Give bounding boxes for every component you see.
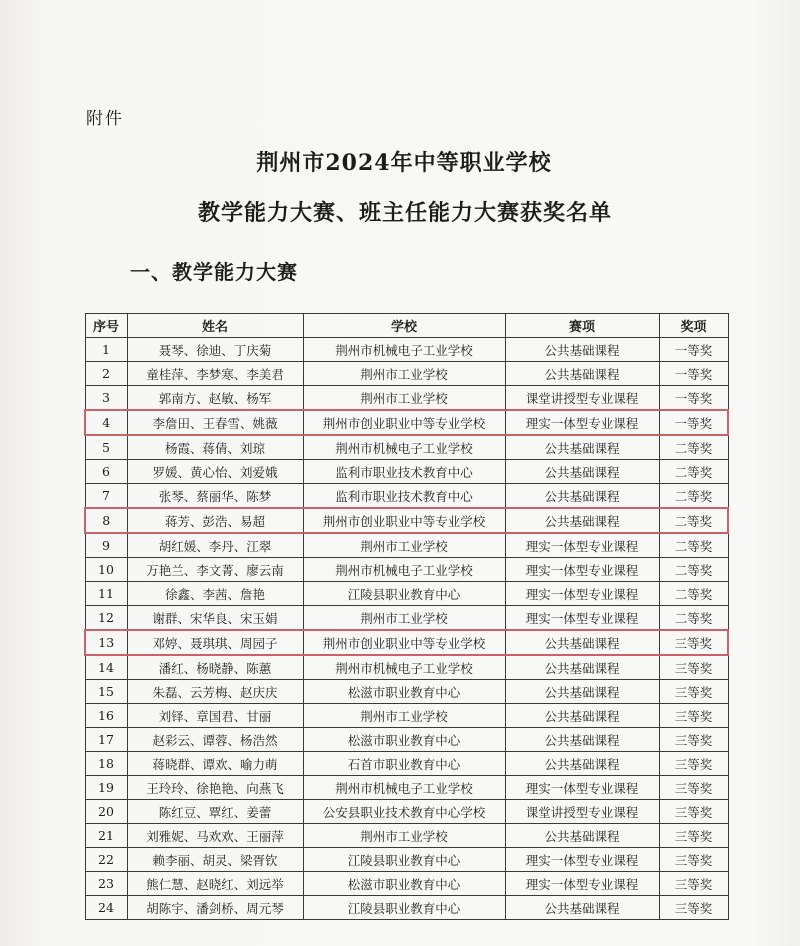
table-row — [85, 386, 728, 411]
row-names: 徐鑫、李茜、詹艳 — [127, 582, 303, 606]
table-row — [85, 508, 728, 533]
row-names: 邓婷、聂琪琪、周园子 — [127, 630, 303, 655]
row-award: 三等奖 — [659, 728, 728, 752]
table-row — [85, 728, 728, 752]
row-names: 熊仁慧、赵晓红、刘远举 — [127, 872, 303, 896]
table-row — [85, 606, 728, 631]
row-school: 监利市职业技术教育中心 — [303, 460, 505, 484]
row-event: 公共基础课程 — [505, 704, 659, 728]
row-event: 理实一体型专业课程 — [505, 606, 659, 631]
row-school: 荆州市机械电子工业学校 — [303, 338, 505, 362]
table-body — [85, 338, 728, 920]
row-names: 王玲玲、徐艳艳、向燕飞 — [127, 776, 303, 800]
row-school: 荆州市创业职业中等专业学校 — [303, 630, 505, 655]
row-no: 20 — [85, 800, 127, 824]
table-row — [85, 848, 728, 872]
row-school: 荆州市创业职业中等专业学校 — [303, 410, 505, 435]
header-names: 姓名 — [127, 314, 303, 338]
row-event: 公共基础课程 — [505, 824, 659, 848]
row-award: 三等奖 — [659, 848, 728, 872]
row-no: 4 — [85, 410, 127, 435]
row-names: 赖李丽、胡灵、梁胥钦 — [127, 848, 303, 872]
row-award: 三等奖 — [659, 752, 728, 776]
row-names: 万艳兰、李文菁、廖云南 — [127, 558, 303, 582]
row-names: 张琴、蔡丽华、陈梦 — [127, 484, 303, 509]
row-no: 14 — [85, 655, 127, 680]
row-no: 2 — [85, 362, 127, 386]
row-school: 荆州市工业学校 — [303, 386, 505, 411]
row-award: 二等奖 — [659, 606, 728, 631]
row-award: 二等奖 — [659, 484, 728, 509]
table-row — [85, 338, 728, 362]
row-no: 19 — [85, 776, 127, 800]
row-no: 10 — [85, 558, 127, 582]
row-event: 公共基础课程 — [505, 484, 659, 509]
row-names: 刘雅妮、马欢欢、王丽萍 — [127, 824, 303, 848]
table-row — [85, 680, 728, 704]
row-school: 荆州市工业学校 — [303, 533, 505, 558]
awards-table — [84, 313, 729, 920]
row-school: 江陵县职业教育中心 — [303, 848, 505, 872]
row-school: 公安县职业技术教育中心学校 — [303, 800, 505, 824]
row-school: 荆州市工业学校 — [303, 704, 505, 728]
table-row — [85, 800, 728, 824]
row-school: 江陵县职业教育中心 — [303, 896, 505, 920]
row-names: 刘铎、章国君、甘丽 — [127, 704, 303, 728]
row-award: 二等奖 — [659, 460, 728, 484]
row-event: 课堂讲授型专业课程 — [505, 386, 659, 411]
document-title-line2: 教学能力大赛、班主任能力大赛获奖名单 — [197, 200, 612, 226]
row-names: 胡红媛、李丹、江翠 — [127, 533, 303, 558]
row-names: 童桂萍、李梦寒、李美君 — [127, 362, 303, 386]
row-school: 江陵县职业教育中心 — [303, 582, 505, 606]
row-event: 理实一体型专业课程 — [505, 848, 659, 872]
row-names: 潘红、杨晓静、陈蕙 — [127, 655, 303, 680]
row-school: 荆州市工业学校 — [303, 606, 505, 631]
row-school: 荆州市机械电子工业学校 — [303, 655, 505, 680]
row-school: 松滋市职业教育中心 — [303, 728, 505, 752]
row-no: 8 — [85, 508, 127, 533]
row-no: 6 — [85, 460, 127, 484]
row-award: 一等奖 — [659, 362, 728, 386]
row-names: 蒋晓群、谭欢、喻力萌 — [127, 752, 303, 776]
row-no: 13 — [85, 630, 127, 655]
row-names: 李詹田、王春雪、姚薇 — [127, 410, 303, 435]
row-award: 二等奖 — [659, 435, 728, 460]
row-names: 蒋芳、彭浩、易超 — [127, 508, 303, 533]
row-event: 理实一体型专业课程 — [505, 533, 659, 558]
table-header-row — [85, 314, 728, 338]
header-award: 奖项 — [659, 314, 728, 338]
row-award: 三等奖 — [659, 824, 728, 848]
row-no: 1 — [85, 338, 127, 362]
row-award: 三等奖 — [659, 872, 728, 896]
row-names: 杨霞、蒋倩、刘琼 — [127, 435, 303, 460]
row-no: 9 — [85, 533, 127, 558]
row-school: 荆州市机械电子工业学校 — [303, 558, 505, 582]
row-award: 三等奖 — [659, 655, 728, 680]
row-event: 公共基础课程 — [505, 655, 659, 680]
table-row — [85, 752, 728, 776]
row-school: 石首市职业教育中心 — [303, 752, 505, 776]
row-event: 公共基础课程 — [505, 680, 659, 704]
row-award: 三等奖 — [659, 630, 728, 655]
row-award: 三等奖 — [659, 800, 728, 824]
row-school: 荆州市机械电子工业学校 — [303, 776, 505, 800]
table-row — [85, 704, 728, 728]
table-row — [85, 776, 728, 800]
row-award: 一等奖 — [659, 410, 728, 435]
row-no: 16 — [85, 704, 127, 728]
row-event: 公共基础课程 — [505, 338, 659, 362]
row-award: 一等奖 — [659, 338, 728, 362]
row-no: 11 — [85, 582, 127, 606]
row-school: 松滋市职业教育中心 — [303, 680, 505, 704]
row-no: 24 — [85, 896, 127, 920]
row-event: 理实一体型专业课程 — [505, 872, 659, 896]
row-no: 18 — [85, 752, 127, 776]
section-heading: 一、教学能力大赛 — [130, 260, 298, 284]
row-no: 7 — [85, 484, 127, 509]
row-names: 陈红豆、覃红、姜蕾 — [127, 800, 303, 824]
table-row — [85, 533, 728, 558]
row-award: 二等奖 — [659, 508, 728, 533]
row-names: 赵彩云、谭蓉、杨浩然 — [127, 728, 303, 752]
table-row — [85, 824, 728, 848]
row-award: 三等奖 — [659, 776, 728, 800]
row-event: 公共基础课程 — [505, 460, 659, 484]
row-no: 21 — [85, 824, 127, 848]
row-no: 12 — [85, 606, 127, 631]
header-event: 赛项 — [505, 314, 659, 338]
row-school: 荆州市工业学校 — [303, 362, 505, 386]
row-school: 荆州市工业学校 — [303, 824, 505, 848]
row-award: 三等奖 — [659, 896, 728, 920]
table-row — [85, 558, 728, 582]
row-award: 三等奖 — [659, 680, 728, 704]
row-names: 郭南方、赵敏、杨军 — [127, 386, 303, 411]
row-event: 公共基础课程 — [505, 630, 659, 655]
header-no: 序号 — [85, 314, 127, 338]
document-title-line1: 荆州市2024年中等职业学校 — [256, 150, 552, 176]
row-event: 理实一体型专业课程 — [505, 558, 659, 582]
row-school: 松滋市职业教育中心 — [303, 872, 505, 896]
table-row — [85, 460, 728, 484]
row-no: 17 — [85, 728, 127, 752]
row-award: 一等奖 — [659, 386, 728, 411]
row-award: 二等奖 — [659, 582, 728, 606]
row-no: 23 — [85, 872, 127, 896]
row-event: 理实一体型专业课程 — [505, 776, 659, 800]
table-row — [85, 484, 728, 509]
row-no: 3 — [85, 386, 127, 411]
table-row — [85, 655, 728, 680]
row-names: 罗媛、黄心怡、刘爱娥 — [127, 460, 303, 484]
row-no: 22 — [85, 848, 127, 872]
table-row — [85, 896, 728, 920]
row-event: 公共基础课程 — [505, 728, 659, 752]
row-award: 二等奖 — [659, 558, 728, 582]
row-event: 课堂讲授型专业课程 — [505, 800, 659, 824]
row-event: 公共基础课程 — [505, 435, 659, 460]
header-school: 学校 — [303, 314, 505, 338]
row-event: 理实一体型专业课程 — [505, 582, 659, 606]
table-row — [85, 362, 728, 386]
row-names: 朱磊、云芳梅、赵庆庆 — [127, 680, 303, 704]
row-school: 荆州市创业职业中等专业学校 — [303, 508, 505, 533]
row-event: 公共基础课程 — [505, 896, 659, 920]
row-award: 三等奖 — [659, 704, 728, 728]
row-no: 5 — [85, 435, 127, 460]
row-event: 理实一体型专业课程 — [505, 410, 659, 435]
row-no: 15 — [85, 680, 127, 704]
attachment-label: 附件 — [86, 109, 124, 129]
table-row — [85, 582, 728, 606]
row-event: 公共基础课程 — [505, 508, 659, 533]
row-names: 胡陈宇、潘剑桥、周元琴 — [127, 896, 303, 920]
table-row — [85, 872, 728, 896]
row-school: 监利市职业技术教育中心 — [303, 484, 505, 509]
row-award: 二等奖 — [659, 533, 728, 558]
row-school: 荆州市机械电子工业学校 — [303, 435, 505, 460]
row-event: 公共基础课程 — [505, 362, 659, 386]
row-names: 聂琴、徐迪、丁庆菊 — [127, 338, 303, 362]
row-names: 谢群、宋华良、宋玉娟 — [127, 606, 303, 631]
table-row — [85, 410, 728, 435]
row-event: 公共基础课程 — [505, 752, 659, 776]
table-row — [85, 630, 728, 655]
table-row — [85, 435, 728, 460]
